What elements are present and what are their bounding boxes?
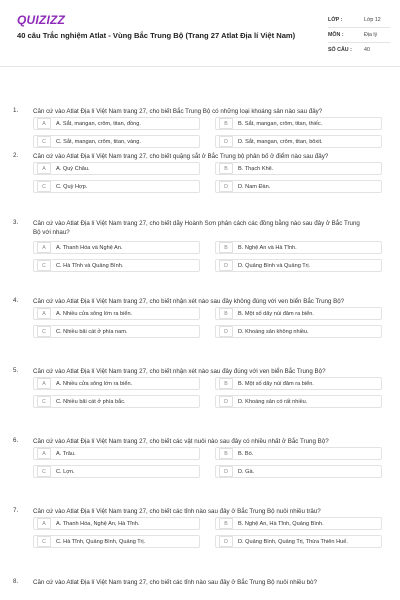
- option-letter-badge: C: [37, 181, 51, 192]
- option-text: B. Thạch Khê.: [238, 165, 274, 172]
- answer-option-a[interactable]: [33, 447, 200, 460]
- meta-label: LỚP :: [328, 17, 343, 23]
- answer-option-b[interactable]: [215, 307, 382, 320]
- answer-option-d[interactable]: [215, 325, 382, 338]
- question-text: Căn cứ vào Atlat Địa lí Việt Nam trang 27, cho biết Bắc Trung Bộ có những loại khoáng sản nào sau đây?: [33, 108, 323, 115]
- option-letter-badge: D: [219, 466, 233, 477]
- option-text: A. Nhiều cửa sông lớn ra biển.: [56, 380, 133, 387]
- option-letter-badge: B: [219, 378, 233, 389]
- option-letter-badge: C: [37, 396, 51, 407]
- meta-label: SỐ CÂU :: [328, 47, 352, 53]
- option-letter-badge: B: [219, 242, 233, 253]
- answer-option-d[interactable]: [215, 395, 382, 408]
- option-text: C. Hà Tĩnh, Quảng Bình, Quảng Trị.: [56, 538, 146, 545]
- question-number: 5.: [13, 367, 19, 374]
- option-text: C. Hà Tĩnh và Quảng Bình.: [56, 262, 124, 269]
- meta-value: Lớp 12: [364, 17, 381, 23]
- answer-option-a[interactable]: [33, 377, 200, 390]
- option-letter-badge: A: [37, 308, 51, 319]
- option-letter-badge: B: [219, 118, 233, 129]
- option-text: B. Nghệ An và Hà Tĩnh.: [238, 244, 297, 251]
- option-letter-badge: D: [219, 181, 233, 192]
- option-text: D. Khoáng sản có rất nhiều.: [238, 398, 308, 405]
- option-letter-badge: A: [37, 378, 51, 389]
- question-text: Căn cứ vào Atlat Địa lí Việt Nam trang 27, cho biết các tỉnh nào sau đây ở Bắc Trung Bộ nuôi nhiều trâu?: [33, 508, 321, 515]
- option-letter-badge: A: [37, 118, 51, 129]
- answer-option-c[interactable]: [33, 535, 200, 548]
- question-number: 1.: [13, 107, 19, 114]
- option-text: D. Quảng Bình và Quảng Trị.: [238, 262, 311, 269]
- answer-option-c[interactable]: [33, 325, 200, 338]
- answer-option-c[interactable]: [33, 465, 200, 478]
- question-text: Căn cứ vào Atlat Địa lí Việt Nam trang 27, cho biết các tỉnh nào sau đây ở Bắc Trung Bộ nuôi nhiều bò?: [33, 579, 317, 586]
- question-text: Căn cứ vào Atlat Địa lí Việt Nam trang 27, cho biết quặng sắt ở Bắc Trung bộ phân bố ở điểm nào sau đây?: [33, 153, 329, 160]
- option-letter-badge: C: [37, 466, 51, 477]
- meta-table: [328, 13, 390, 57]
- option-text: D. Quảng Bình, Quảng Trị, Thừa Thiên Huế.: [238, 538, 348, 545]
- question-text: Căn cứ vào Atlat Địa lí Việt Nam trang 27, cho biết nhận xét nào sau đây không đúng với ven biển Bắc Trung Bộ?: [33, 298, 345, 305]
- option-letter-badge: B: [219, 308, 233, 319]
- answer-option-a[interactable]: [33, 517, 200, 530]
- option-letter-badge: D: [219, 260, 233, 271]
- option-letter-badge: A: [37, 242, 51, 253]
- option-text: B. Nghệ An, Hà Tĩnh, Quảng Bình.: [238, 520, 324, 527]
- answer-option-d[interactable]: [215, 259, 382, 272]
- option-letter-badge: B: [219, 518, 233, 529]
- option-text: A. Nhiều cửa sông lớn ra biển.: [56, 310, 133, 317]
- option-text: C. Nhiều bãi cát ở phía nam.: [56, 328, 128, 335]
- option-text: C. Lợn.: [56, 468, 75, 475]
- answer-option-d[interactable]: [215, 180, 382, 193]
- meta-row-subject: [328, 28, 390, 43]
- question-number: 3.: [13, 219, 19, 226]
- question-number: 7.: [13, 507, 19, 514]
- option-letter-badge: C: [37, 326, 51, 337]
- option-letter-badge: D: [219, 136, 233, 147]
- meta-value: 40: [364, 47, 370, 53]
- meta-row-count: [328, 43, 390, 57]
- answer-option-b[interactable]: [215, 377, 382, 390]
- option-letter-badge: D: [219, 396, 233, 407]
- answer-option-a[interactable]: [33, 162, 200, 175]
- question-number: 4.: [13, 297, 19, 304]
- question-number: 6.: [13, 437, 19, 444]
- option-letter-badge: B: [219, 448, 233, 459]
- meta-label: MÔN :: [328, 32, 344, 38]
- option-text: D. Gà.: [238, 468, 255, 475]
- option-letter-badge: C: [37, 260, 51, 271]
- answer-option-b[interactable]: [215, 447, 382, 460]
- question-text: Căn cứ vào Atlat Địa lí Việt Nam trang 27, cho biết dãy Hoành Sơn phân cách các đồng bằng nào sau đây ở Bắc Trung Bộ với nhau?: [33, 220, 360, 236]
- question-number: 2.: [13, 152, 19, 159]
- answer-option-c[interactable]: [33, 259, 200, 272]
- option-letter-badge: A: [37, 518, 51, 529]
- option-text: A. Trâu.: [56, 450, 76, 457]
- answer-option-b[interactable]: [215, 517, 382, 530]
- option-text: C. Sắt, mangan, crôm, titan, vàng.: [56, 138, 141, 145]
- option-text: B. Một số dãy núi đâm ra biển.: [238, 310, 314, 317]
- answer-option-b[interactable]: [215, 162, 382, 175]
- option-text: B. Một số dãy núi đâm ra biển.: [238, 380, 314, 387]
- question-text: Căn cứ vào Atlat Địa lí Việt Nam trang 27, cho biết nhận xét nào sau đây đúng với ven biển Bắc Trung Bộ?: [33, 368, 326, 375]
- option-text: D. Khoáng sản không nhiều.: [238, 328, 309, 335]
- option-text: B. Sắt, mangan, crôm, titan, thiếc.: [238, 120, 323, 127]
- question-number: 8.: [13, 578, 19, 585]
- option-text: A. Quỳ Châu.: [56, 165, 90, 172]
- option-text: A. Thanh Hóa và Nghệ An.: [56, 244, 123, 251]
- option-letter-badge: C: [37, 536, 51, 547]
- meta-row-grade: [328, 13, 390, 28]
- answer-option-a[interactable]: [33, 307, 200, 320]
- option-text: A. Sắt, mangan, crôm, titan, đồng.: [56, 120, 141, 127]
- question-text: Căn cứ vào Atlat Địa lí Việt Nam trang 27, cho biết các vật nuôi nào sau đây có nhiều nhất ở Bắc Trung Bộ?: [33, 438, 329, 445]
- answer-option-a[interactable]: [33, 241, 200, 254]
- meta-value: Địa lý: [364, 32, 378, 38]
- quizizz-logo: QUIZIZZ: [17, 13, 66, 27]
- answer-option-d[interactable]: [215, 535, 382, 548]
- answer-option-c[interactable]: [33, 180, 200, 193]
- option-letter-badge: A: [37, 448, 51, 459]
- answer-option-c[interactable]: [33, 395, 200, 408]
- answer-option-b[interactable]: [215, 241, 382, 254]
- answer-option-a[interactable]: [33, 117, 200, 130]
- option-letter-badge: A: [37, 163, 51, 174]
- option-text: D. Nam Đàn.: [238, 183, 271, 190]
- option-text: C. Quỳ Hợp.: [56, 183, 88, 190]
- option-text: A. Thanh Hóa, Nghệ An, Hà Tĩnh.: [56, 520, 140, 527]
- answer-option-c[interactable]: [33, 135, 200, 148]
- option-text: C. Nhiều bãi cát ở phía bắc.: [56, 398, 126, 405]
- option-text: B. Bò.: [238, 450, 254, 457]
- option-text: D. Sắt, mangan, crôm, titan, bôxit.: [238, 138, 323, 145]
- option-letter-badge: C: [37, 136, 51, 147]
- answer-option-b[interactable]: [215, 117, 382, 130]
- answer-option-d[interactable]: [215, 135, 382, 148]
- option-letter-badge: B: [219, 163, 233, 174]
- option-letter-badge: D: [219, 536, 233, 547]
- answer-option-d[interactable]: [215, 465, 382, 478]
- option-letter-badge: D: [219, 326, 233, 337]
- document-title: 40 câu Trắc nghiệm Atlat - Vùng Bắc Trung Bộ (Trang 27 Atlat Địa lí Việt Nam): [17, 31, 296, 40]
- header: [0, 0, 400, 67]
